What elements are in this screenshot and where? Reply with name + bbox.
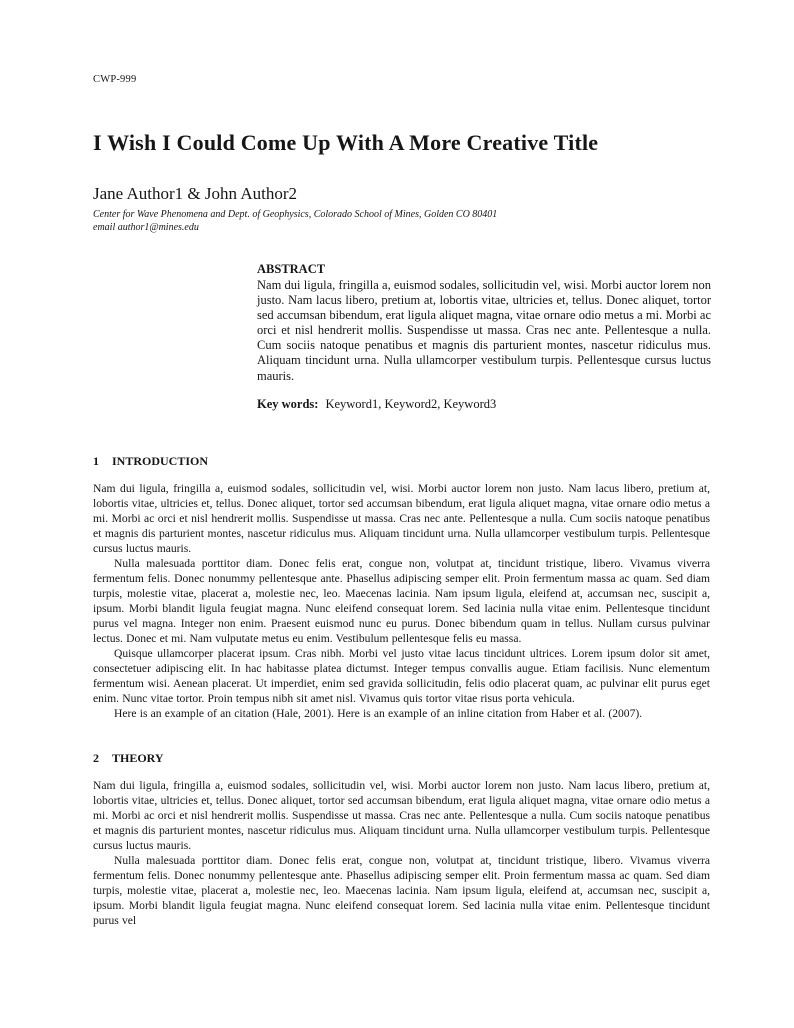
abstract-body: Nam dui ligula, fringilla a, euismod sodales, sollicitudin vel, wisi. Morbi auctor lorem non justo. Nam lacus libero, pretium at, lobortis vitae, ultricies et, tellus. Donec aliquet, tortor sed accumsan bibendum, erat ligula aliquet magna, vitae ornare odio metus a mi. Morbi ac orci et nisl hendrerit mollis. Suspendisse ut massa. Cras nec ante. Pellentesque a nulla. Cum sociis natoque penatibus et magnis dis parturient montes, nascetur ridiculus mus. Aliquam tincidunt urna. Nulla ullamcorper vestibulum turpis. Pellentesque cursus luctus mauris. [257, 278, 711, 383]
section-heading-introduction [93, 454, 710, 469]
authors-line: Jane Author1 & John Author2 [93, 184, 297, 203]
report-number: CWP-999 [93, 74, 137, 85]
paragraph-truncated: Nulla malesuada porttitor diam. Donec felis erat, congue non, volutpat at, tincidunt tristique, libero. Vivamus viverra fermentum felis. Donec nonummy pellentesque ante. Phasellus adipiscing semper elit. Proin fermentum massa ac quam. Sed diam turpis, molestie vitae, placerat a, molestie nec, leo. Maecenas lacinia. Nam ipsum ligula, eleifend at, accumsan nec, suscipit a, ipsum. Morbi blandit ligula feugiat magna. Nunc eleifend consequat lorem. Sed lacinia nulla vitae enim. Pellentesque tincidunt purus vel [93, 853, 710, 927]
keywords-label: Key words: [257, 396, 319, 411]
section-theory [93, 751, 710, 928]
paragraph: Quisque ullamcorper placerat ipsum. Cras nibh. Morbi vel justo vitae lacus tincidunt ultrices. Lorem ipsum dolor sit amet, consectetuer adipiscing elit. In hac habitasse platea dictumst. Integer tempus convallis augue. Etiam facilisis. Nunc elementum fermentum wisi. Aenean placerat. Ut imperdiet, enim sed gravida sollicitudin, felis odio placerat quam, ac pulvinar elit purus eget enim. Nunc vitae tortor. Proin tempus nibh sit amet nisl. Vivamus quis tortor vitae risus porta vehicula. [93, 646, 710, 705]
section-heading-theory [93, 751, 710, 766]
section-introduction [93, 454, 710, 721]
abstract-section [257, 261, 711, 412]
section-title: INTRODUCTION [112, 453, 209, 468]
keywords-line [257, 396, 711, 412]
paragraph: Nulla malesuada porttitor diam. Donec felis erat, congue non, volutpat at, tincidunt tristique, libero. Vivamus viverra fermentum felis. Donec nonummy pellentesque ante. Phasellus adipiscing semper elit. Proin fermentum massa ac quam. Sed diam turpis, molestie vitae, placerat a, molestie nec, leo. Maecenas lacinia. Nam ipsum ligula, eleifend at, accumsan nec, suscipit a, ipsum. Morbi blandit ligula feugiat magna. Nunc eleifend consequat lorem. Sed lacinia nulla vitae enim. Pellentesque tincidunt purus vel magna. Integer non enim. Praesent euismod nunc eu purus. Donec bibendum quam in tellus. Nullam cursus pulvinar lectus. Donec et mi. Nam vulputate metus eu enim. Vestibulum pellentesque felis eu massa. [93, 556, 710, 645]
abstract-heading: ABSTRACT [257, 262, 326, 276]
affiliation-line: Center for Wave Phenomena and Dept. of Geophysics, Colorado School of Mines, Golden CO 80401 [93, 209, 498, 220]
email-line: email author1@mines.edu [93, 222, 199, 233]
section-number: 2 [93, 750, 99, 765]
section-number: 1 [93, 453, 99, 468]
section-title: THEORY [112, 750, 164, 765]
paragraph: Nam dui ligula, fringilla a, euismod sodales, sollicitudin vel, wisi. Morbi auctor lorem non justo. Nam lacus libero, pretium at, lobortis vitae, ultricies et, tellus. Donec aliquet, tortor sed accumsan bibendum, erat ligula aliquet magna, vitae ornare odio metus a mi. Morbi ac orci et nisl hendrerit mollis. Suspendisse ut massa. Cras nec ante. Pellentesque a nulla. Cum sociis natoque penatibus et magnis dis parturient montes, nascetur ridiculus mus. Aliquam tincidunt urna. Nulla ullamcorper vestibulum turpis. Pellentesque cursus luctus mauris. [93, 778, 710, 852]
keywords-values: Keyword1, Keyword2, Keyword3 [325, 396, 497, 411]
citation-paragraph: Here is an example of an citation (Hale, 2001). Here is an example of an inline citation from Haber et al. (2007). [114, 706, 643, 720]
paper-title: I Wish I Could Come Up With A More Creative Title [93, 130, 599, 155]
affiliation-block [93, 208, 710, 234]
paragraph: Nam dui ligula, fringilla a, euismod sodales, sollicitudin vel, wisi. Morbi auctor lorem non justo. Nam lacus libero, pretium at, lobortis vitae, ultricies et, tellus. Donec aliquet, tortor sed accumsan bibendum, erat ligula aliquet magna, vitae ornare odio metus a mi. Morbi ac orci et nisl hendrerit mollis. Suspendisse ut massa. Cras nec ante. Pellentesque a nulla. Cum sociis natoque penatibus et magnis dis parturient montes, nascetur ridiculus mus. Aliquam tincidunt urna. Nulla ullamcorper vestibulum turpis. Pellentesque cursus luctus mauris. [93, 481, 710, 555]
